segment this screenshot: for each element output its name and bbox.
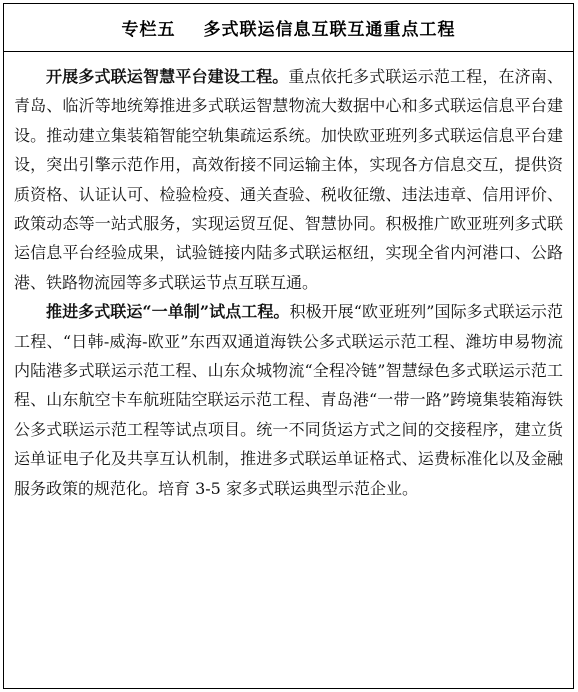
box-title (4, 4, 573, 52)
box-heading: 多式联运信息互联互通重点工程 (203, 20, 456, 40)
paragraph-body: 重点依托多式联运示范工程，在济南、青岛、临沂等地统筹推进多式联运智慧物流大数据中心和多式联运信息平台建设。推动建立集装箱智能空轨集疏运系统。加快欧亚班列多式联运信息平台建设，突出引擎示范作用，高效衔接不同运输主体，实现各方信息交互，提供资质资格、认证认可、检验检疫、通关查验、税收征缴、违法违章、信用评价、政策动态等一站式服务，实现运贸互促、智慧协同。积极推广欧亚班列多式联运信息平台经验成果，试验链接内陆多式联运枢纽，实现全省内河港口、公路港、铁路物流园等多式联运节点互联互通。 (14, 67, 563, 292)
paragraph-lead: 开展多式联运智慧平台建设工程。 (46, 67, 289, 86)
box-label: 专栏五 (121, 20, 176, 40)
paragraph-single-document (14, 297, 563, 503)
paragraph-platform (14, 62, 563, 297)
paragraph-lead: 推进多式联运“一单制”试点工程。 (46, 302, 290, 322)
feature-box (3, 3, 574, 689)
paragraph-body: 积极开展“欧亚班列”国际多式联运示范工程、“日韩-威海-欧亚”东西双通道海铁公多式联运示范工程、潍坊申易物流内陆港多式联运示范工程、山东众城物流“全程冷链”智慧绿色多式联运示范工程、山东航空卡车航班陆空联运示范工程、青岛港“一带一路”跨境集装箱海铁公多式联运示范工程等试点项目。统一不同货运方式之间的交接程序，建立货运单证电子化及共享互认机制，推进多式联运单证格式、运费标准化以及金融服务政策的规范化。培育 3-5 家多式联运典型示范企业。 (14, 302, 563, 498)
box-content (14, 62, 563, 503)
